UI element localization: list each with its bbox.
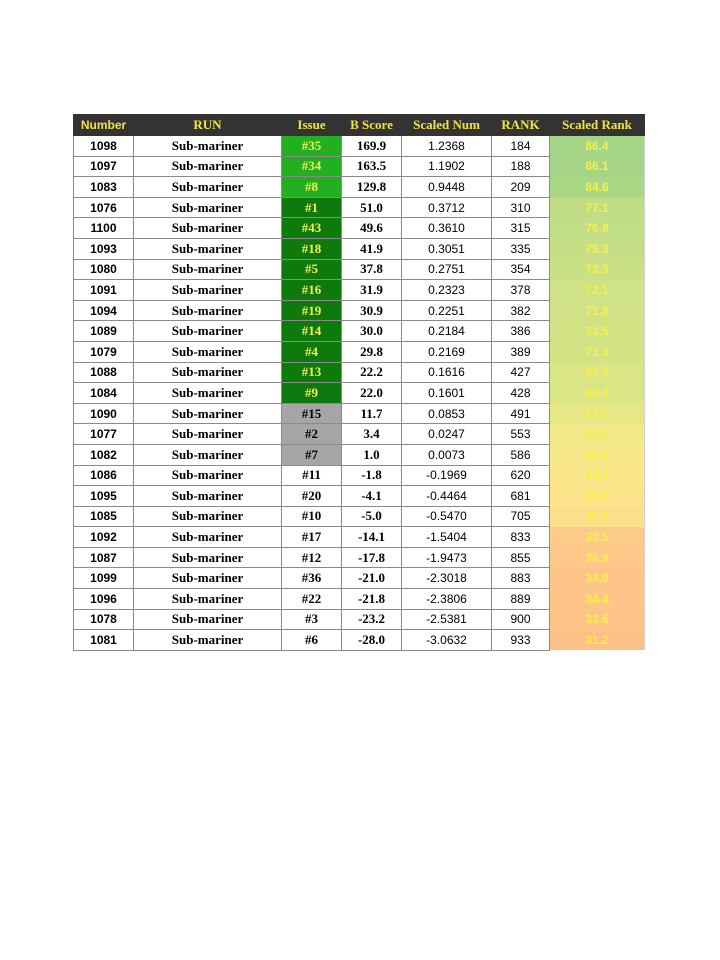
scaled-num-cell: -0.4464: [402, 486, 492, 507]
scaled-num-cell: 0.2323: [402, 280, 492, 301]
issue-cell: #35: [282, 136, 342, 157]
scaled-rank-cell: 75.3: [550, 238, 645, 259]
number-cell: 1093: [74, 238, 134, 259]
b-score-cell: 163.5: [342, 156, 402, 177]
run-cell: Sub-mariner: [134, 506, 282, 527]
number-cell: 1082: [74, 444, 134, 465]
run-cell: Sub-mariner: [134, 609, 282, 630]
b-score-cell: -1.8: [342, 465, 402, 486]
issue-cell: #3: [282, 609, 342, 630]
b-score-cell: 30.0: [342, 321, 402, 342]
number-cell: 1089: [74, 321, 134, 342]
number-cell: 1081: [74, 630, 134, 651]
b-score-cell: -4.1: [342, 486, 402, 507]
rank-cell: 382: [492, 300, 550, 321]
scaled-num-cell: -0.1969: [402, 465, 492, 486]
number-cell: 1079: [74, 341, 134, 362]
header-row: [74, 115, 645, 136]
header-rank: RANK: [492, 115, 550, 136]
scaled-rank-cell: 34.9: [550, 568, 645, 589]
run-cell: Sub-mariner: [134, 547, 282, 568]
rank-cell: 386: [492, 321, 550, 342]
header-b-score: B Score: [342, 115, 402, 136]
table-row: [74, 547, 645, 568]
run-cell: Sub-mariner: [134, 527, 282, 548]
number-cell: 1091: [74, 280, 134, 301]
issue-cell: #19: [282, 300, 342, 321]
scaled-rank-cell: 68.5: [550, 362, 645, 383]
issue-cell: #15: [282, 403, 342, 424]
spreadsheet-table: [73, 114, 645, 651]
scaled-rank-cell: 73.9: [550, 259, 645, 280]
rank-cell: 389: [492, 341, 550, 362]
table-row: [74, 136, 645, 157]
table-row: [74, 362, 645, 383]
b-score-cell: 22.2: [342, 362, 402, 383]
table-row: [74, 321, 645, 342]
scaled-num-cell: 0.1601: [402, 383, 492, 404]
scaled-num-cell: -3.0632: [402, 630, 492, 651]
b-score-cell: 51.0: [342, 197, 402, 218]
issue-cell: #2: [282, 424, 342, 445]
number-cell: 1092: [74, 527, 134, 548]
run-cell: Sub-mariner: [134, 156, 282, 177]
table-row: [74, 218, 645, 239]
scaled-num-cell: 0.3051: [402, 238, 492, 259]
table-row: [74, 630, 645, 651]
b-score-cell: 129.8: [342, 177, 402, 198]
scaled-num-cell: 0.3712: [402, 197, 492, 218]
table-row: [74, 383, 645, 404]
rank-cell: 428: [492, 383, 550, 404]
run-cell: Sub-mariner: [134, 630, 282, 651]
rank-cell: 491: [492, 403, 550, 424]
table-row: [74, 444, 645, 465]
scaled-rank-cell: 77.1: [550, 197, 645, 218]
table-row: [74, 506, 645, 527]
rank-cell: 335: [492, 238, 550, 259]
b-score-cell: -28.0: [342, 630, 402, 651]
b-score-cell: 41.9: [342, 238, 402, 259]
table-row: [74, 177, 645, 198]
header-issue: Issue: [282, 115, 342, 136]
run-cell: Sub-mariner: [134, 280, 282, 301]
rank-cell: 900: [492, 609, 550, 630]
number-cell: 1077: [74, 424, 134, 445]
scaled-num-cell: 0.0247: [402, 424, 492, 445]
run-cell: Sub-mariner: [134, 136, 282, 157]
table-row: [74, 300, 645, 321]
rank-cell: 889: [492, 589, 550, 610]
scaled-rank-cell: 31.2: [550, 630, 645, 651]
scaled-num-cell: 0.0073: [402, 444, 492, 465]
table-row: [74, 156, 645, 177]
table-row: [74, 527, 645, 548]
rank-cell: 883: [492, 568, 550, 589]
issue-cell: #14: [282, 321, 342, 342]
b-score-cell: 37.8: [342, 259, 402, 280]
issue-cell: #16: [282, 280, 342, 301]
issue-cell: #36: [282, 568, 342, 589]
header-run: RUN: [134, 115, 282, 136]
run-cell: Sub-mariner: [134, 341, 282, 362]
issue-cell: #6: [282, 630, 342, 651]
rank-cell: 553: [492, 424, 550, 445]
issue-cell: #17: [282, 527, 342, 548]
scaled-rank-cell: 84.6: [550, 177, 645, 198]
rank-cell: 209: [492, 177, 550, 198]
rank-cell: 833: [492, 527, 550, 548]
scaled-rank-cell: 71.8: [550, 300, 645, 321]
scaled-num-cell: -1.5404: [402, 527, 492, 548]
rank-cell: 378: [492, 280, 550, 301]
table-row: [74, 465, 645, 486]
issue-cell: #22: [282, 589, 342, 610]
scaled-rank-cell: 38.5: [550, 527, 645, 548]
scaled-rank-cell: 54.3: [550, 465, 645, 486]
number-cell: 1090: [74, 403, 134, 424]
table-row: [74, 197, 645, 218]
number-cell: 1076: [74, 197, 134, 218]
scaled-rank-cell: 86.4: [550, 136, 645, 157]
rank-cell: 855: [492, 547, 550, 568]
run-cell: Sub-mariner: [134, 362, 282, 383]
header-scaled-rank: Scaled Rank: [550, 115, 645, 136]
scaled-rank-cell: 76.8: [550, 218, 645, 239]
scaled-num-cell: -2.3806: [402, 589, 492, 610]
b-score-cell: 22.0: [342, 383, 402, 404]
table-header: [74, 115, 645, 136]
number-cell: 1085: [74, 506, 134, 527]
b-score-cell: 3.4: [342, 424, 402, 445]
b-score-cell: 1.0: [342, 444, 402, 465]
rank-cell: 188: [492, 156, 550, 177]
scaled-num-cell: -2.5381: [402, 609, 492, 630]
issue-cell: #8: [282, 177, 342, 198]
issue-cell: #10: [282, 506, 342, 527]
table-row: [74, 568, 645, 589]
run-cell: Sub-mariner: [134, 177, 282, 198]
number-cell: 1080: [74, 259, 134, 280]
scaled-rank-cell: 86.1: [550, 156, 645, 177]
scaled-num-cell: 0.1616: [402, 362, 492, 383]
run-cell: Sub-mariner: [134, 589, 282, 610]
number-cell: 1100: [74, 218, 134, 239]
issue-cell: #11: [282, 465, 342, 486]
b-score-cell: -5.0: [342, 506, 402, 527]
issue-cell: #13: [282, 362, 342, 383]
scaled-num-cell: 0.2751: [402, 259, 492, 280]
scaled-num-cell: 0.2184: [402, 321, 492, 342]
scaled-rank-cell: 71.5: [550, 321, 645, 342]
scaled-rank-cell: 72.1: [550, 280, 645, 301]
scaled-num-cell: -2.3018: [402, 568, 492, 589]
run-cell: Sub-mariner: [134, 238, 282, 259]
header-scaled-num: Scaled Num: [402, 115, 492, 136]
run-cell: Sub-mariner: [134, 403, 282, 424]
table-row: [74, 609, 645, 630]
table-row: [74, 403, 645, 424]
rank-cell: 705: [492, 506, 550, 527]
b-score-cell: 49.6: [342, 218, 402, 239]
table-row: [74, 589, 645, 610]
b-score-cell: 11.7: [342, 403, 402, 424]
rank-cell: 315: [492, 218, 550, 239]
number-cell: 1086: [74, 465, 134, 486]
run-cell: Sub-mariner: [134, 424, 282, 445]
rank-cell: 586: [492, 444, 550, 465]
b-score-cell: -17.8: [342, 547, 402, 568]
rank-cell: 427: [492, 362, 550, 383]
b-score-cell: 30.9: [342, 300, 402, 321]
b-score-cell: -21.8: [342, 589, 402, 610]
scaled-num-cell: 0.9448: [402, 177, 492, 198]
scaled-num-cell: 0.3610: [402, 218, 492, 239]
number-cell: 1098: [74, 136, 134, 157]
rank-cell: 620: [492, 465, 550, 486]
number-cell: 1084: [74, 383, 134, 404]
table-body: [74, 136, 645, 651]
b-score-cell: 31.9: [342, 280, 402, 301]
b-score-cell: 169.9: [342, 136, 402, 157]
rank-cell: 681: [492, 486, 550, 507]
b-score-cell: -23.2: [342, 609, 402, 630]
scaled-rank-cell: 59.2: [550, 424, 645, 445]
scaled-rank-cell: 36.9: [550, 547, 645, 568]
table-row: [74, 424, 645, 445]
issue-cell: #12: [282, 547, 342, 568]
scaled-num-cell: 0.2251: [402, 300, 492, 321]
scaled-num-cell: 1.2368: [402, 136, 492, 157]
scaled-num-cell: -0.5470: [402, 506, 492, 527]
table-row: [74, 280, 645, 301]
issue-cell: #43: [282, 218, 342, 239]
table-row: [74, 259, 645, 280]
run-cell: Sub-mariner: [134, 218, 282, 239]
run-cell: Sub-mariner: [134, 383, 282, 404]
b-score-cell: 29.8: [342, 341, 402, 362]
number-cell: 1078: [74, 609, 134, 630]
scaled-num-cell: 0.0853: [402, 403, 492, 424]
scaled-num-cell: 0.2169: [402, 341, 492, 362]
b-score-cell: -21.0: [342, 568, 402, 589]
scaled-num-cell: 1.1902: [402, 156, 492, 177]
scaled-rank-cell: 56.8: [550, 444, 645, 465]
rank-cell: 354: [492, 259, 550, 280]
number-cell: 1087: [74, 547, 134, 568]
issue-cell: #1: [282, 197, 342, 218]
scaled-rank-cell: 34.4: [550, 589, 645, 610]
number-cell: 1095: [74, 486, 134, 507]
table-row: [74, 238, 645, 259]
issue-cell: #20: [282, 486, 342, 507]
run-cell: Sub-mariner: [134, 197, 282, 218]
number-cell: 1088: [74, 362, 134, 383]
number-cell: 1096: [74, 589, 134, 610]
number-cell: 1083: [74, 177, 134, 198]
run-cell: Sub-mariner: [134, 321, 282, 342]
run-cell: Sub-mariner: [134, 300, 282, 321]
header-number: Number: [74, 115, 134, 136]
rank-cell: 933: [492, 630, 550, 651]
scaled-rank-cell: 49.8: [550, 486, 645, 507]
scaled-rank-cell: 71.3: [550, 341, 645, 362]
table-row: [74, 341, 645, 362]
issue-cell: #9: [282, 383, 342, 404]
scaled-rank-cell: 33.6: [550, 609, 645, 630]
run-cell: Sub-mariner: [134, 568, 282, 589]
b-score-cell: -14.1: [342, 527, 402, 548]
issue-cell: #18: [282, 238, 342, 259]
scaled-num-cell: -1.9473: [402, 547, 492, 568]
run-cell: Sub-mariner: [134, 259, 282, 280]
scaled-rank-cell: 63.8: [550, 403, 645, 424]
scaled-rank-cell: 68.4: [550, 383, 645, 404]
issue-cell: #34: [282, 156, 342, 177]
rank-cell: 310: [492, 197, 550, 218]
issue-cell: #7: [282, 444, 342, 465]
issue-cell: #5: [282, 259, 342, 280]
number-cell: 1099: [74, 568, 134, 589]
table-row: [74, 486, 645, 507]
run-cell: Sub-mariner: [134, 444, 282, 465]
run-cell: Sub-mariner: [134, 465, 282, 486]
issue-cell: #4: [282, 341, 342, 362]
number-cell: 1097: [74, 156, 134, 177]
rank-cell: 184: [492, 136, 550, 157]
scaled-rank-cell: 48.0: [550, 506, 645, 527]
run-cell: Sub-mariner: [134, 486, 282, 507]
number-cell: 1094: [74, 300, 134, 321]
